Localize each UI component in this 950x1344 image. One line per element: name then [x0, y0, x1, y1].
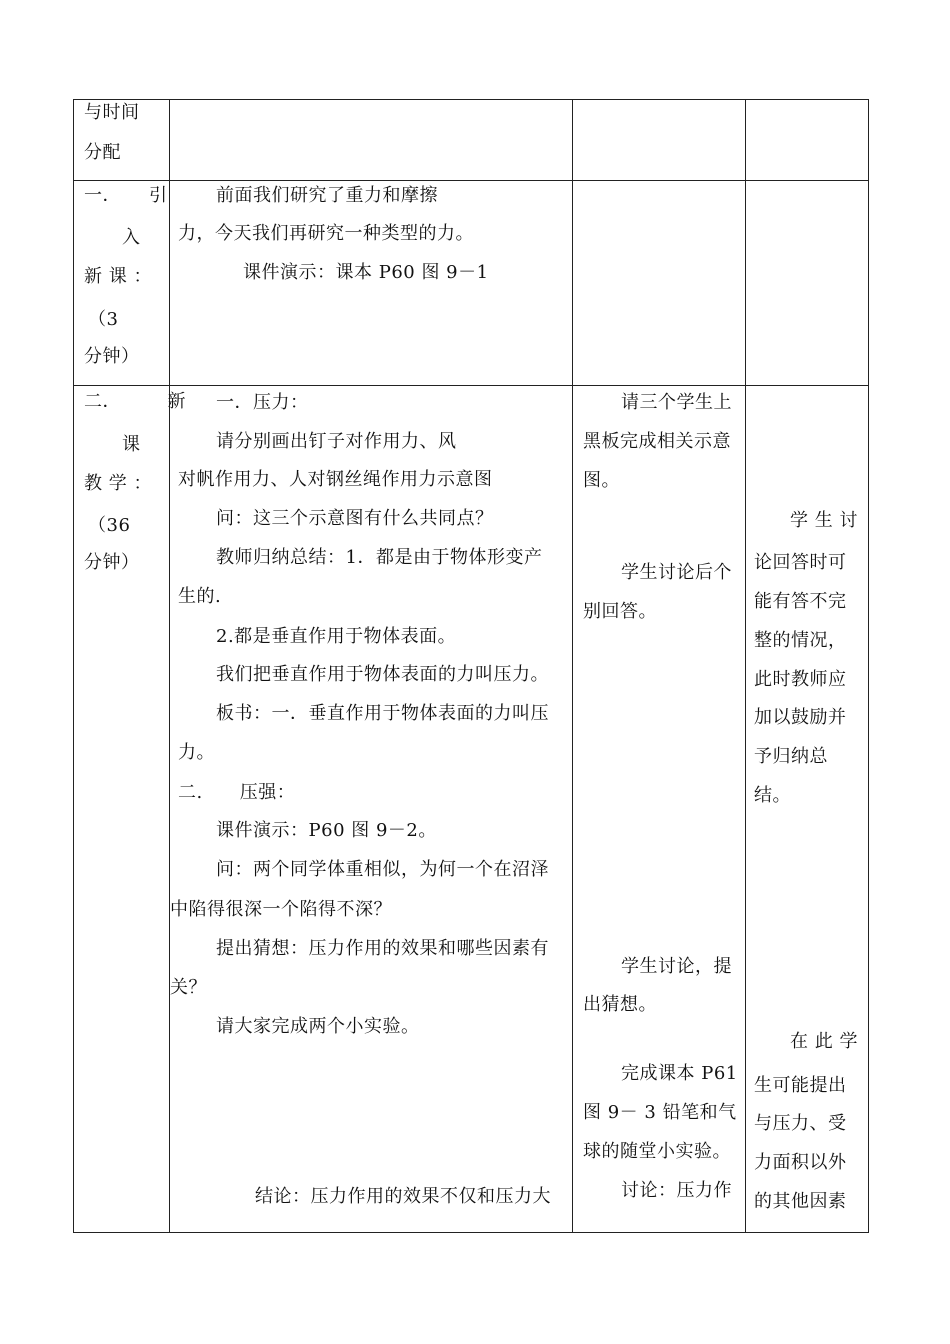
notes-line: 论回答时可: [754, 552, 847, 573]
student-line: 学生讨论，提: [621, 956, 732, 977]
teacher-line: 中陷得很深一个陷得不深？: [170, 899, 392, 920]
table-row-header: [74, 100, 869, 181]
teacher-line: 力。: [178, 742, 215, 763]
teacher-line: 请大家完成两个小实验。: [216, 1016, 420, 1037]
notes-line: 结。: [754, 785, 791, 806]
teacher-line: 结论：压力作用的效果不仅和压力大: [255, 1186, 551, 1207]
stage-new-line: 课: [122, 434, 141, 455]
stage-new-line: 二． 新: [84, 391, 186, 412]
cell-teacher-activity-intro: [170, 181, 573, 386]
stage-intro-line: （3: [88, 309, 119, 330]
teacher-line: 提出猜想：压力作用的效果和哪些因素有: [216, 938, 549, 959]
student-line: 请三个学生上: [621, 392, 732, 413]
teacher-line: 二. 压强：: [178, 782, 296, 803]
table-row-new-lesson: [74, 386, 869, 1233]
teacher-line: 关？: [170, 977, 207, 998]
notes-line: 加以鼓励并: [754, 707, 847, 728]
teacher-line: 问：这三个示意图有什么共同点？: [216, 508, 494, 529]
cell-notes-intro: [746, 181, 869, 386]
cell-stage-header: [74, 100, 170, 181]
notes-line: 的其他因素: [754, 1191, 847, 1212]
notes-line: 与压力、受: [754, 1113, 847, 1134]
stage-new-line: 教 学 ：: [84, 473, 152, 494]
stage-intro-line: 一． 引: [84, 185, 168, 206]
student-line: 黑板完成相关示意: [583, 431, 731, 452]
cell-student-activity-intro: [573, 181, 746, 386]
notes-line: 学 生 讨: [790, 510, 858, 531]
lesson-plan-table: [73, 99, 869, 1233]
teacher-line: 板书：一．垂直作用于物体表面的力叫压: [216, 703, 549, 724]
cell-notes-new-lesson: [746, 386, 869, 1233]
teacher-line: 一．压力：: [216, 392, 309, 413]
cell-notes-header: [746, 100, 869, 181]
teacher-line: 课件演示：P60 图 9－2。: [216, 820, 437, 841]
teacher-line: 力，今天我们再研究一种类型的力。: [178, 223, 474, 244]
cell-teacher-activity-header: [170, 100, 573, 181]
stage-new-line: （36: [88, 515, 131, 536]
cell-stage-intro: [74, 181, 170, 386]
stage-intro-line: 入: [122, 227, 141, 248]
student-line: 完成课本 P61: [621, 1063, 738, 1084]
student-line: 出猜想。: [583, 994, 657, 1015]
notes-line: 在 此 学: [790, 1031, 858, 1052]
notes-line: 力面积以外: [754, 1152, 847, 1173]
stage-intro-line: 新 课 ：: [84, 266, 152, 287]
cell-teacher-activity-new-lesson: [170, 386, 573, 1233]
teacher-line: 问：两个同学体重相似，为何一个在沼泽: [216, 859, 549, 880]
stage-intro-line: 分钟）: [84, 346, 140, 367]
notes-line: 此时教师应: [754, 669, 847, 690]
notes-line: 生可能提出: [754, 1075, 847, 1096]
table-row-intro: [74, 181, 869, 386]
notes-line: 整的情况，: [754, 630, 847, 651]
stage-new-line: 分钟）: [84, 552, 140, 573]
student-line: 图 9－ 3 铅笔和气: [583, 1102, 737, 1123]
teacher-line: 请分别画出钉子对作用力、风: [216, 431, 457, 452]
student-line: 球的随堂小实验。: [583, 1141, 731, 1162]
student-line: 图。: [583, 470, 620, 491]
stage-header-line: 分配: [84, 142, 121, 163]
cell-student-activity-new-lesson: [573, 386, 746, 1233]
cell-stage-new-lesson: [74, 386, 186, 1233]
notes-line: 予归纳总: [754, 746, 828, 767]
teacher-line: 前面我们研究了重力和摩擦: [216, 185, 438, 206]
teacher-line: 我们把垂直作用于物体表面的力叫压力。: [216, 664, 549, 685]
notes-line: 能有答不完: [754, 591, 847, 612]
teacher-line: 对帆作用力、人对钢丝绳作用力示意图: [178, 469, 493, 490]
teacher-line: 教师归纳总结：1．都是由于物体形变产: [216, 547, 543, 568]
student-line: 别回答。: [583, 601, 657, 622]
student-line: 讨论：压力作: [621, 1180, 732, 1201]
student-line: 学生讨论后个: [621, 562, 732, 583]
teacher-line: 生的.: [178, 586, 222, 607]
teacher-line: 2.都是垂直作用于物体表面。: [216, 626, 457, 647]
cell-student-activity-header: [573, 100, 746, 181]
teacher-line: 课件演示：课本 P60 图 9－1: [243, 262, 489, 283]
stage-header-line: 与时间: [84, 102, 140, 123]
